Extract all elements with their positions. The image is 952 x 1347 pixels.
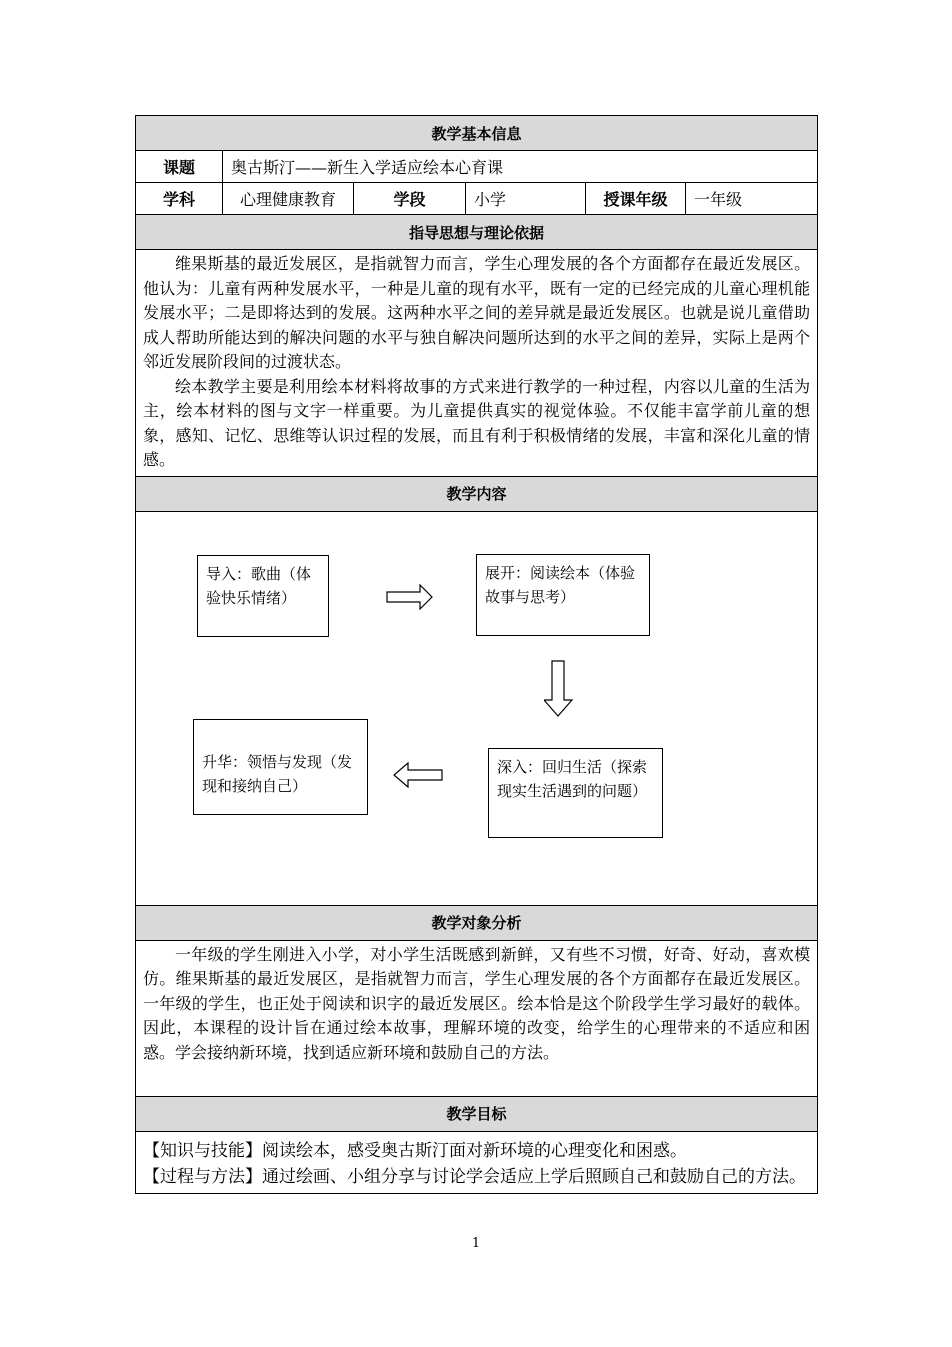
content-header: 教学内容 xyxy=(136,476,818,511)
subject-label: 学科 xyxy=(136,183,223,215)
left-arrow-icon xyxy=(392,762,444,788)
flow-step-sublimate: 升华：领悟与发现（发现和接纳自己） xyxy=(193,719,368,815)
theory-paragraph: 绘本教学主要是利用绘本材料将故事的方式来进行教学的一种过程，内容以儿童的生活为主，绘本材料的图与文字一样重要。为儿童提供真实的视觉体验。不仅能丰富学前儿童的想象，感知、记忆、思维等认识过程的发展，而且有利于积极情绪的发展，丰富和深化儿童的情感。 xyxy=(143,376,811,469)
goal-item: 【过程与方法】通过绘画、小组分享与讨论学会适应上学后照顾自己和鼓励自己的方法。 xyxy=(143,1166,806,1187)
analysis-paragraph: 一年级的学生刚进入小学，对小学生活既感到新鲜，又有些不习惯，好奇、好动，喜欢模仿。维果斯基的最近发展区，是指就智力而言，学生心理发展的各个方面都存在最近发展区。一年级的学生，也正处于阅读和识字的最近发展区。绘本恰是这个阶段学生学习最好的载体。因此，本课程的设计旨在通过绘本故事，理解环境的改变，给学生的心理带来的不适应和困惑。学会接纳新环境，找到适应新环境和鼓励自己的方法。 xyxy=(143,944,811,1062)
flow-diagram xyxy=(136,512,817,905)
lesson-plan-table xyxy=(135,115,818,1194)
stage-value: 小学 xyxy=(466,183,586,215)
flow-step-deepen: 深入：回归生活（探索现实生活遇到的问题） xyxy=(488,748,663,838)
lesson-plan-document xyxy=(135,115,817,1194)
subject-value: 心理健康教育 xyxy=(223,183,354,215)
goals-body xyxy=(136,1131,818,1193)
page-number: 1 xyxy=(471,1236,481,1251)
goals-header: 教学目标 xyxy=(136,1096,818,1131)
grade-value: 一年级 xyxy=(686,183,818,215)
grade-label: 授课年级 xyxy=(586,183,686,215)
basic-info-header: 教学基本信息 xyxy=(136,116,818,151)
theory-paragraph: 维果斯基的最近发展区，是指就智力而言，学生心理发展的各个方面都存在最近发展区。他认为：儿童有两种发展水平，一种是儿童的现有水平，既有一定的已经完成的儿童心理机能发展水平；二是即将达到的发展。这两种水平之间的差异就是最近发展区。也就是说儿童借助成人帮助所能达到的解决问题的水平与独自解决问题所达到的水平之间的差异，实际上是两个邻近发展阶段间的过渡状态。 xyxy=(143,254,811,371)
right-arrow-icon xyxy=(386,584,434,610)
stage-label: 学段 xyxy=(354,183,466,215)
down-arrow-icon xyxy=(544,660,574,718)
flow-step-expand: 展开：阅读绘本（体验故事与思考） xyxy=(476,554,650,636)
theory-header: 指导思想与理论依据 xyxy=(136,215,818,250)
flow-diagram-cell xyxy=(136,511,818,905)
analysis-header: 教学对象分析 xyxy=(136,905,818,940)
theory-body xyxy=(136,250,818,477)
topic-label: 课题 xyxy=(136,151,223,183)
goal-item: 【知识与技能】阅读绘本，感受奥古斯汀面对新环境的心理变化和困惑。 xyxy=(143,1140,687,1161)
flow-step-intro: 导入：歌曲（体验快乐情绪） xyxy=(197,555,329,637)
topic-value: 奥古斯汀——新生入学适应绘本心育课 xyxy=(223,151,818,183)
analysis-body xyxy=(136,940,818,1096)
